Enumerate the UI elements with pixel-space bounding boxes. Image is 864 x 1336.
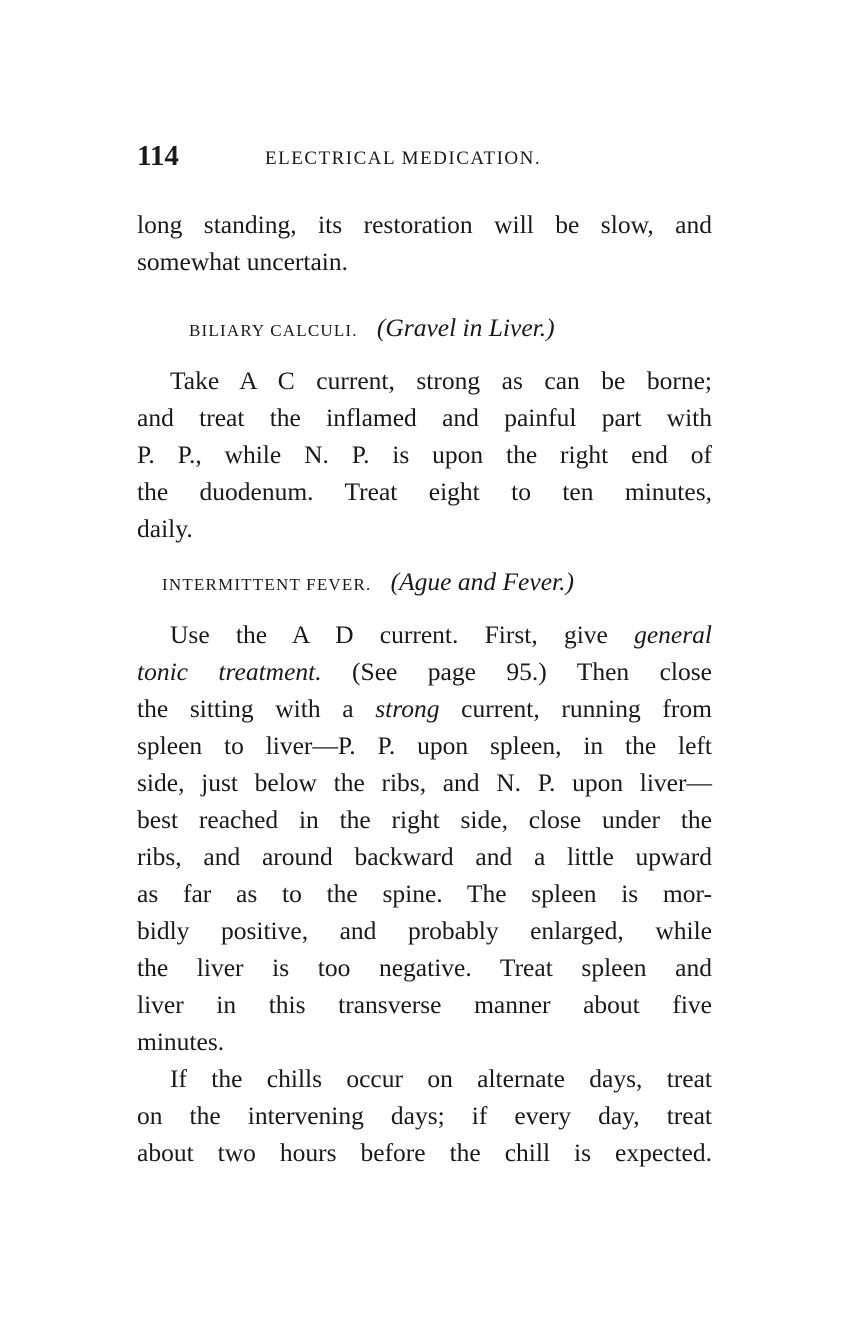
text-line (137, 690, 712, 727)
text-line (137, 616, 712, 653)
text-line: P. P., while N. P. is upon the right end of (137, 440, 712, 469)
text: Use the A D current. First, give (170, 620, 635, 649)
text-line: long standing, its restoration will be slow, and (137, 210, 712, 239)
paragraph (137, 206, 712, 280)
paragraph (137, 1060, 712, 1171)
page-body (137, 206, 712, 1171)
section-heading-biliary-calculi (137, 309, 712, 346)
text-line: liver in this transverse manner about five (137, 990, 712, 1019)
text-line: the liver is too negative. Treat spleen and (137, 953, 712, 982)
text-line: on the intervening days; if every day, treat (137, 1101, 712, 1130)
section-title: INTERMITTENT FEVER. (162, 575, 372, 594)
page-number: 114 (137, 140, 179, 172)
text-line: minutes. (137, 1027, 225, 1056)
text-line: If the chills occur on alternate days, treat (170, 1064, 712, 1093)
text-line: the duodenum. Treat eight to ten minutes, (137, 477, 712, 506)
section-subtitle: (Gravel in Liver.) (376, 313, 555, 342)
section-title: BILIARY CALCULI. (189, 321, 358, 340)
text-line: daily. (137, 514, 193, 543)
italic-text: strong (375, 694, 440, 723)
text: current, running from (439, 694, 712, 723)
text-line: and treat the inflamed and painful part with (137, 403, 712, 432)
text-line: best reached in the right side, close under the (137, 805, 712, 834)
text-line: about two hours before the chill is expected. (137, 1138, 712, 1167)
section-subtitle: (Ague and Fever.) (390, 567, 574, 596)
text-line: side, just below the ribs, and N. P. upon liver— (137, 768, 712, 797)
text-line: as far as to the spine. The spleen is mor- (137, 879, 712, 908)
section-heading-intermittent-fever (137, 563, 712, 600)
page-header (137, 140, 717, 180)
italic-text: general (634, 620, 712, 649)
text-line: spleen to liver—P. P. upon spleen, in the left (137, 731, 712, 760)
text-line: Take A C current, strong as can be borne; (170, 366, 712, 395)
paragraph (137, 616, 712, 1060)
italic-text: tonic treatment. (137, 657, 322, 686)
text: the sitting with a (137, 694, 376, 723)
text: (See page 95.) Then close (321, 657, 712, 686)
text-line: ribs, and around backward and a little upward (137, 842, 712, 871)
running-head: ELECTRICAL MEDICATION. (265, 148, 542, 169)
text-line: bidly positive, and probably enlarged, while (137, 916, 712, 945)
text-line (137, 653, 712, 690)
text-line: somewhat uncertain. (137, 247, 349, 276)
paragraph (137, 362, 712, 547)
